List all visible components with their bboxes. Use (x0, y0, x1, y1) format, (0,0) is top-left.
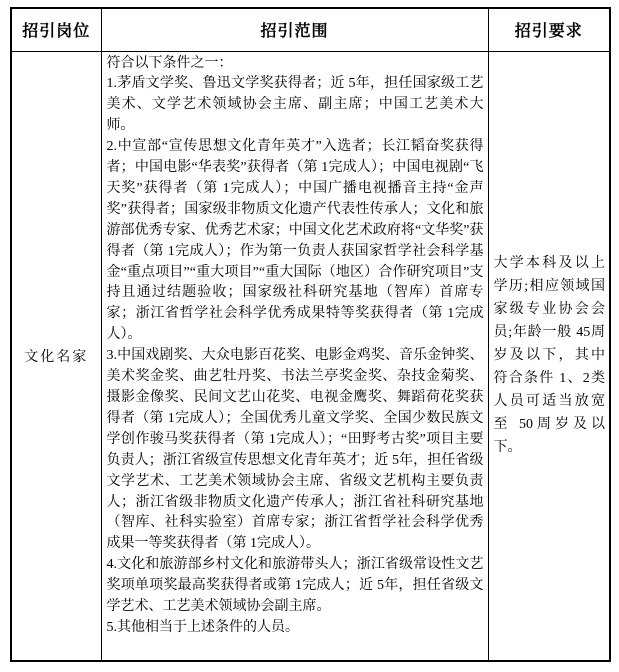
header-position: 招引岗位 (11, 8, 101, 51)
position-label: 文化名家 (24, 349, 89, 365)
header-row (11, 8, 610, 51)
scope-item-1: 1.茅盾文学奖、鲁迅文学奖获得者；近 5年，担任国家级工艺美术、文学艺术领域协会主席、副主席；中国工艺美术大师。 (106, 76, 484, 134)
recruitment-table (10, 7, 611, 662)
scope-item-3: 3.中国戏剧奖、大众电影百花奖、电影金鸡奖、音乐金钟奖、美术奖金奖、曲艺牡丹奖、书法兰亭奖金奖、杂技金菊奖、摄影金像奖、民间文艺山花奖、电视金鹰奖、舞蹈荷花奖获得者（第 1完成人）；全国优秀儿童文学奖、全国少数民族文学创作骏马奖获得者（第 1完成人）；“田野考古奖”项目主要负责人；浙江省级宣传思想文化青年英才；近 5年，担任省级文学艺术、工艺美术领域协会主席、省级文艺机构主要负责人；浙江省级非物质文化遗产传承人；浙江省社科研究基地（智库、社科实验室）首席专家；浙江省哲学社会科学优秀成果一等奖获得者（第 1完成人）。 (106, 348, 484, 552)
table-row (11, 51, 610, 661)
scope-cell (101, 51, 488, 661)
scope-item-4: 4.文化和旅游部乡村文化和旅游带头人；浙江省级常设性文艺奖项单项奖最高奖获得者或第 1完成人；近 5年，担任省级文学艺术、工艺美术领域协会副主席。 (106, 557, 484, 615)
header-scope: 招引范围 (101, 8, 488, 51)
requirements-cell (488, 51, 610, 661)
scope-item-5: 5.其他相当于上述条件的人员。 (106, 619, 299, 635)
scope-intro: 符合以下条件之一： (106, 55, 233, 71)
position-cell (11, 51, 101, 661)
scope-item-2: 2.中宣部“宣传思想文化青年英才”入选者；长江韬奋奖获得者；中国电影“华表奖”获得者（第 1完成人）；中国电视剧“飞天奖”获得者（第 1完成人）；中国广播电视播音主持“金声奖”获得者；国家级非物质文化遗产代表性传承人；文化和旅游部优秀专家、优秀艺术家；中国文化艺术政府将“文华奖”获得者（第 1完成人）；作为第一负责人获国家哲学社会科学基金“重点项目”“重大项目”“重大国际（地区）合作研究项目”支持且通过结题验收；国家级社科研究基地（智库）首席专家；浙江省哲学社会科学优秀成果特等奖获得者（第 1完成人）。 (106, 139, 484, 343)
header-requirements: 招引要求 (488, 8, 610, 51)
requirements-text: 大学本科及以上学历;相应领域国家级专业协会会员;年龄一般 45周岁及以下，其中符合条件 1、2类人员可适当放宽至 50周岁及以下。 (493, 256, 605, 456)
